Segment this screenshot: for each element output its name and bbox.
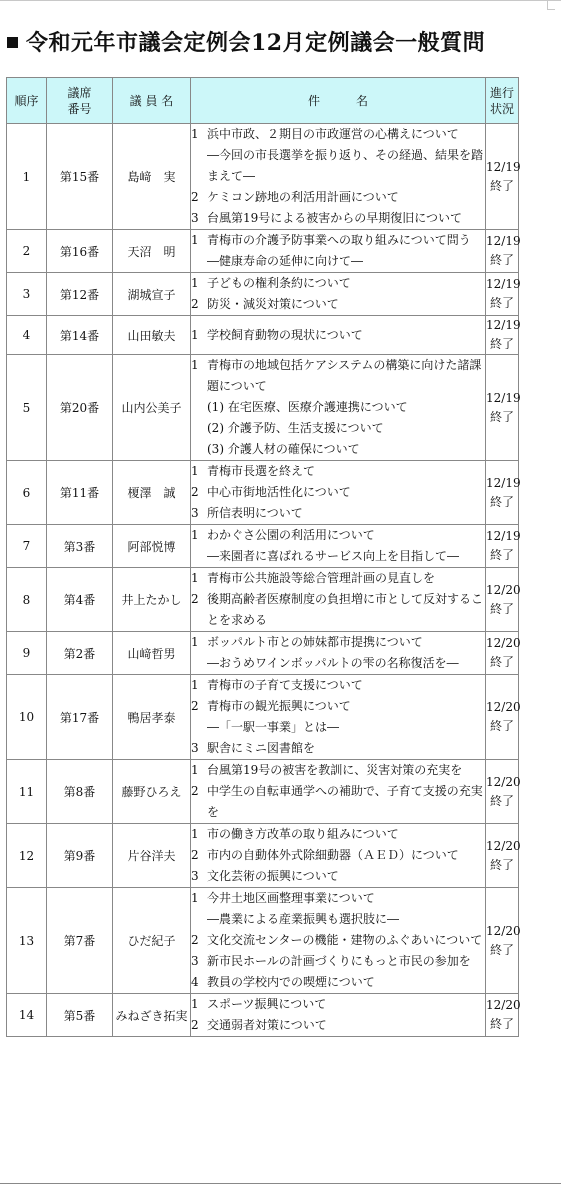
item-number: [191, 653, 207, 674]
seat-cell: 第20番: [47, 355, 113, 461]
seat-cell: 第9番: [47, 824, 113, 888]
status-cell: [486, 568, 519, 632]
question-table: [6, 77, 519, 1037]
seat-cell: 第2番: [47, 632, 113, 675]
subject-item: [191, 145, 485, 187]
subject-item: [191, 866, 485, 887]
subject-item: [191, 273, 485, 294]
subject-item: [191, 546, 485, 567]
member-name-cell: ひだ紀子: [113, 888, 191, 994]
status-cell: [486, 760, 519, 824]
order-cell: 1: [7, 124, 47, 230]
table-row: [7, 124, 519, 230]
table-row: [7, 632, 519, 675]
subject-item: [191, 294, 485, 315]
order-cell: 2: [7, 230, 47, 273]
page-title: [7, 26, 485, 57]
item-number: 2: [191, 190, 199, 204]
item-number: [191, 397, 207, 418]
subject-cell: [191, 994, 486, 1037]
header-order: 順序: [7, 78, 47, 124]
item-number: [191, 145, 207, 187]
corner-mark: [547, 0, 555, 10]
item-number: 2: [191, 848, 199, 862]
item-text: 後期高齢者医療制度の負担増に市として反対することを求める: [207, 592, 484, 627]
item-text: 文化芸術の振興について: [207, 869, 339, 883]
item-number: 2: [191, 485, 199, 499]
table-row: [7, 355, 519, 461]
item-number: 1: [191, 763, 199, 777]
status-cell: [486, 675, 519, 760]
order-cell: 12: [7, 824, 47, 888]
item-number: [191, 251, 207, 272]
member-name-cell: 阿部悦博: [113, 525, 191, 568]
member-name-cell: 山田敏夫: [113, 316, 191, 355]
table-row: [7, 525, 519, 568]
subject-cell: [191, 355, 486, 461]
item-text: ―おうめワインボッパルトの雫の名称復活を―: [207, 656, 459, 670]
seat-cell: 第16番: [47, 230, 113, 273]
subject-cell: [191, 824, 486, 888]
item-number: 1: [191, 127, 199, 141]
item-number: 1: [191, 327, 199, 342]
item-text: 文化交流センターの機能・建物のふぐあいについて: [207, 933, 483, 947]
status-result: 終了: [489, 942, 514, 957]
subject-item: [191, 568, 485, 589]
order-cell: 6: [7, 461, 47, 525]
item-text: (1) 在宅医療、医療介護連携について: [207, 400, 408, 414]
order-cell: 8: [7, 568, 47, 632]
item-text: 台風第19号の被害を教訓に、災害対策の充実を: [207, 763, 463, 777]
status-result: 終了: [489, 793, 514, 808]
subject-item: [191, 397, 485, 418]
item-number: 3: [191, 954, 199, 968]
subject-item: [191, 824, 485, 845]
page-title-text: 令和元年市議会定例会12月定例議会一般質問: [26, 30, 486, 56]
item-number: 1: [191, 233, 199, 247]
subject-cell: [191, 525, 486, 568]
item-text: 所信表明について: [207, 506, 303, 520]
order-cell: 7: [7, 525, 47, 568]
subject-cell: [191, 632, 486, 675]
status-result: 終了: [489, 655, 514, 669]
subject-cell: [191, 230, 486, 273]
item-number: 1: [191, 997, 199, 1011]
subject-item: [191, 675, 485, 696]
item-number: 2: [191, 592, 199, 606]
subject-cell: [191, 461, 486, 525]
item-text: (2) 介護予防、生活支援について: [207, 421, 384, 435]
status-result: 終了: [489, 857, 514, 872]
subject-item: [191, 187, 485, 208]
item-text: ボッパルト市との姉妹都市提携について: [207, 635, 423, 649]
item-text: ―来園者に喜ばれるサービス向上を目指して―: [207, 549, 460, 563]
table-row: [7, 888, 519, 994]
subject-item: [191, 418, 485, 439]
member-name-cell: 井上たかし: [113, 568, 191, 632]
status-date: 12/19: [486, 475, 521, 490]
subject-item: [191, 439, 485, 460]
status-result: 終了: [489, 601, 514, 616]
subject-item: [191, 653, 485, 674]
item-number: [191, 418, 207, 439]
status-date: 12/20: [486, 636, 521, 650]
item-text: 青梅市の地域包括ケアシステムの構築に向けた諸課題について: [207, 358, 482, 393]
item-number: 1: [191, 464, 199, 478]
header-name: 議 員 名: [113, 78, 191, 124]
item-number: 1: [191, 571, 199, 585]
subject-cell: [191, 568, 486, 632]
status-result: 終了: [489, 296, 514, 310]
subject-item: [191, 482, 485, 503]
subject-item: [191, 589, 485, 631]
order-cell: 13: [7, 888, 47, 994]
item-text: わかぐさ公園の利活用について: [207, 528, 375, 542]
subject-item: [191, 951, 485, 972]
header-seat-label: 議席番号: [67, 85, 92, 116]
status-cell: [486, 525, 519, 568]
status-date: 12/19: [486, 529, 521, 543]
item-text: 中学生の自転車通学への補助で、子育て支援の充実を: [207, 784, 483, 819]
table-row: [7, 273, 519, 316]
status-date: 12/20: [486, 838, 521, 853]
seat-cell: 第8番: [47, 760, 113, 824]
bottom-border: [0, 1183, 561, 1184]
status-date: 12/19: [486, 390, 521, 405]
status-date: 12/20: [486, 923, 521, 938]
seat-cell: 第15番: [47, 124, 113, 230]
item-text: 学校飼育動物の現状について: [207, 327, 363, 342]
item-text: 浜中市政、２期目の市政運営の心構えについて: [207, 127, 459, 141]
status-result: 終了: [489, 494, 514, 509]
item-text: 新市民ホールの計画づくりにもっと市民の参加を: [207, 954, 471, 968]
status-date: 12/20: [486, 582, 521, 597]
item-text: 青梅市公共施設等総合管理計画の見直しを: [207, 571, 436, 585]
header-subject: 件 名: [191, 78, 486, 124]
status-cell: [486, 824, 519, 888]
table-row: [7, 760, 519, 824]
item-number: 1: [191, 827, 199, 841]
item-text: 駅舎にミニ図書館を: [207, 741, 316, 755]
subject-item: [191, 972, 485, 993]
item-number: 1: [191, 678, 199, 692]
table-row: [7, 461, 519, 525]
status-date: 12/20: [486, 700, 521, 714]
seat-cell: 第4番: [47, 568, 113, 632]
subject-item: [191, 355, 485, 397]
member-name-cell: 山﨑哲男: [113, 632, 191, 675]
status-date: 12/20: [486, 774, 521, 789]
item-number: [191, 717, 207, 738]
item-text: 青梅市長選を終えて: [207, 464, 316, 478]
status-date: 12/20: [486, 998, 521, 1012]
status-result: 終了: [489, 178, 514, 193]
status-result: 終了: [489, 337, 514, 351]
subject-item: [191, 632, 485, 653]
table-row: [7, 568, 519, 632]
seat-cell: 第7番: [47, 888, 113, 994]
status-cell: [486, 355, 519, 461]
status-cell: [486, 316, 519, 355]
item-text: 市内の自動体外式除細動器（ＡＥＤ）について: [207, 848, 459, 862]
subject-cell: [191, 273, 486, 316]
order-cell: 9: [7, 632, 47, 675]
item-text: ―「一駅一事業」とは―: [207, 720, 340, 734]
subject-item: [191, 760, 485, 781]
status-cell: [486, 230, 519, 273]
header-seat: [47, 78, 113, 124]
order-cell: 5: [7, 355, 47, 461]
status-result: 終了: [489, 719, 514, 733]
status-result: 終了: [489, 409, 514, 424]
seat-cell: 第11番: [47, 461, 113, 525]
status-date: 12/19: [486, 159, 521, 174]
item-text: ケミコン跡地の利活用計画について: [207, 190, 399, 204]
item-number: 3: [191, 869, 199, 883]
member-name-cell: 湖城宣子: [113, 273, 191, 316]
status-cell: [486, 888, 519, 994]
status-result: 終了: [489, 1017, 514, 1031]
item-number: 1: [191, 276, 199, 290]
item-text: 青梅市の介護予防事業への取り組みについて問う: [207, 233, 471, 247]
item-text: スポーツ振興について: [207, 997, 327, 1011]
item-number: 2: [191, 699, 199, 713]
item-number: 2: [191, 297, 199, 311]
item-number: 1: [191, 891, 199, 905]
order-cell: 3: [7, 273, 47, 316]
item-text: 中心市街地活性化について: [207, 485, 351, 499]
order-cell: 14: [7, 994, 47, 1037]
subject-cell: [191, 888, 486, 994]
item-number: [191, 546, 207, 567]
order-cell: 10: [7, 675, 47, 760]
table-row: [7, 994, 519, 1037]
item-text: 台風第19号による被害からの早期復旧について: [207, 211, 463, 225]
item-text: ―農業による産業振興も選択肢に―: [207, 912, 400, 926]
header-status-label: 進行状況: [489, 85, 514, 116]
member-name-cell: 天沼 明: [113, 230, 191, 273]
status-date: 12/19: [486, 277, 521, 291]
member-name-cell: 榎澤 誠: [113, 461, 191, 525]
table-row: [7, 824, 519, 888]
subject-item: [191, 461, 485, 482]
seat-cell: 第17番: [47, 675, 113, 760]
subject-item: [191, 251, 485, 272]
item-text: 青梅市の子育て支援について: [207, 678, 363, 692]
item-text: 教員の学校内での喫煙について: [207, 975, 375, 989]
item-text: (3) 介護人材の確保について: [207, 442, 360, 456]
subject-item: [191, 525, 485, 546]
item-number: 2: [191, 784, 199, 798]
square-bullet-icon: [7, 37, 18, 48]
item-number: 1: [191, 358, 199, 372]
item-number: 4: [191, 975, 199, 989]
item-number: 3: [191, 741, 199, 755]
member-name-cell: 片谷洋夫: [113, 824, 191, 888]
item-number: 1: [191, 528, 199, 542]
subject-item: [191, 124, 485, 145]
subject-cell: [191, 760, 486, 824]
header-status: [486, 78, 519, 124]
status-cell: [486, 461, 519, 525]
subject-item: [191, 888, 485, 909]
item-text: ―健康寿命の延伸に向けて―: [207, 254, 364, 268]
item-number: [191, 909, 207, 930]
seat-cell: 第12番: [47, 273, 113, 316]
status-cell: [486, 273, 519, 316]
item-number: 2: [191, 1018, 199, 1032]
member-name-cell: 山内公美子: [113, 355, 191, 461]
item-number: 1: [191, 635, 199, 649]
member-name-cell: 島﨑 実: [113, 124, 191, 230]
status-cell: [486, 994, 519, 1037]
member-name-cell: 鴨居孝泰: [113, 675, 191, 760]
member-name-cell: みねざき拓実: [113, 994, 191, 1037]
subject-item: [191, 1015, 485, 1036]
item-text: ―今回の市長選挙を振り返り、その経過、結果を踏まえて―: [207, 148, 484, 183]
subject-cell: [191, 675, 486, 760]
subject-item: [191, 230, 485, 251]
status-cell: [486, 124, 519, 230]
status-result: 終了: [489, 548, 514, 562]
item-number: 3: [191, 506, 199, 520]
seat-cell: 第14番: [47, 316, 113, 355]
item-number: 2: [191, 933, 199, 947]
table-row: [7, 675, 519, 760]
seat-cell: 第3番: [47, 525, 113, 568]
subject-item: [191, 717, 485, 738]
subject-item: [191, 325, 485, 346]
subject-item: [191, 994, 485, 1015]
item-text: 子どもの権利条約について: [207, 276, 351, 290]
subject-item: [191, 208, 485, 229]
top-border: [0, 0, 561, 4]
subject-item: [191, 845, 485, 866]
item-text: 防災・減災対策について: [207, 297, 339, 311]
subject-item: [191, 503, 485, 524]
status-date: 12/19: [486, 234, 521, 248]
order-cell: 11: [7, 760, 47, 824]
subject-cell: [191, 124, 486, 230]
table-row: [7, 316, 519, 355]
item-text: 今井土地区画整理事業について: [207, 891, 375, 905]
status-date: 12/19: [486, 318, 521, 332]
subject-item: [191, 781, 485, 823]
subject-item: [191, 696, 485, 717]
table-row: [7, 230, 519, 273]
status-cell: [486, 632, 519, 675]
seat-cell: 第5番: [47, 994, 113, 1037]
item-number: [191, 439, 207, 460]
item-text: 市の働き方改革の取り組みについて: [207, 827, 399, 841]
subject-item: [191, 930, 485, 951]
status-result: 終了: [489, 253, 514, 267]
item-text: 交通弱者対策について: [207, 1018, 327, 1032]
subject-item: [191, 738, 485, 759]
table-header-row: [7, 78, 519, 124]
order-cell: 4: [7, 316, 47, 355]
item-text: 青梅市の観光振興について: [207, 699, 351, 713]
subject-item: [191, 909, 485, 930]
member-name-cell: 藤野ひろえ: [113, 760, 191, 824]
item-number: 3: [191, 211, 199, 225]
subject-cell: [191, 316, 486, 355]
